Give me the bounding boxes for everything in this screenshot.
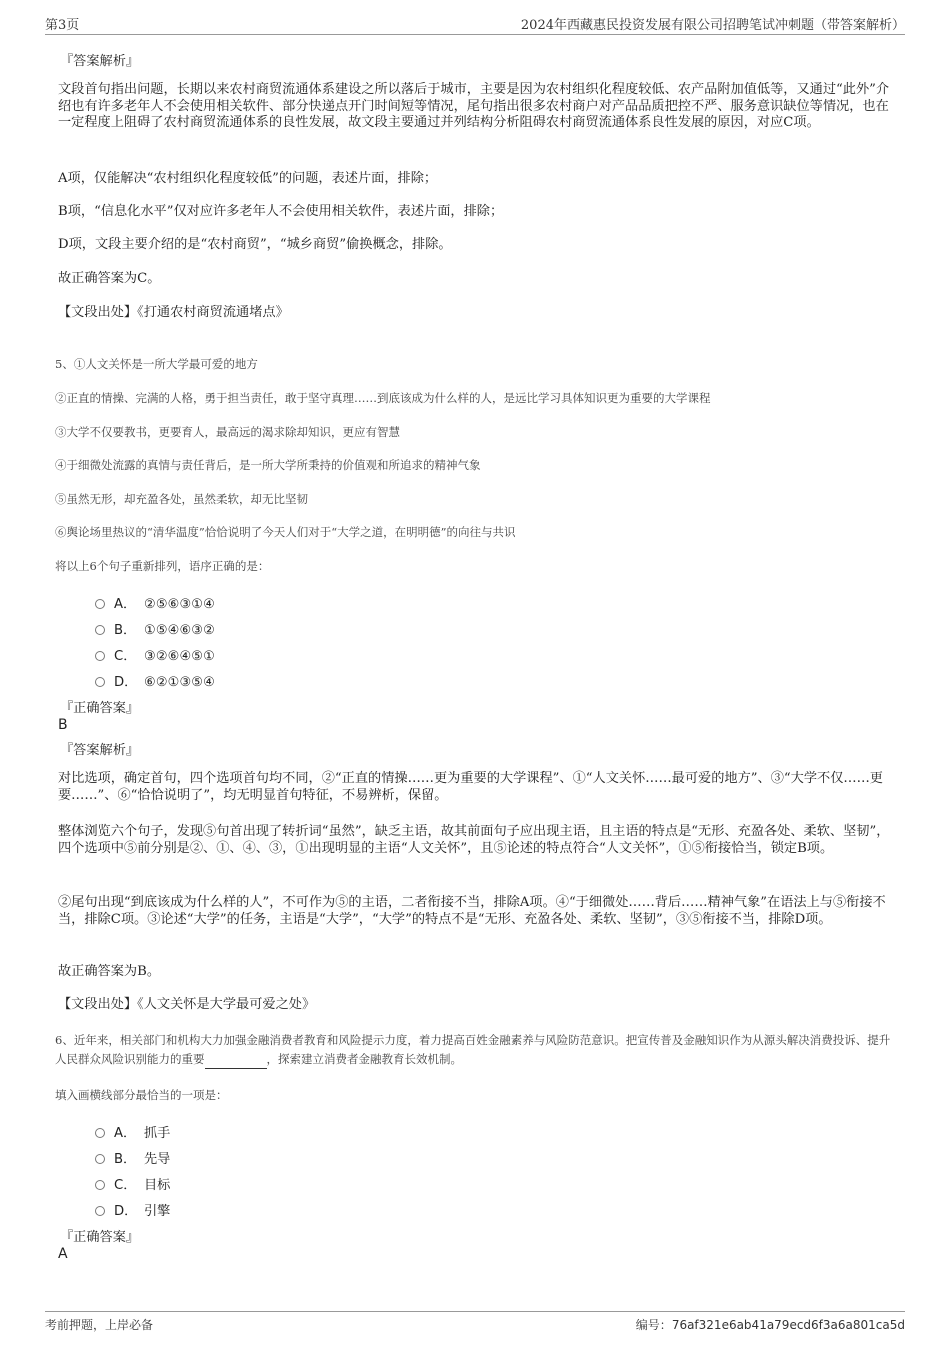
analysis-paragraph: ②尾句出现“到底该成为什么样的人”，不可作为⑤的主语，二者衔接不当，排除A项。④“于细微处……背后……精神气象”在语法上与⑤衔接不当，排除C项。③论述“大学”的任务，主语是“大学”，“大学”的特点不是“无形、充盈各处、柔软、坚韧”，③⑤衔接不当，排除D项。 [58,895,886,927]
analysis-paragraph: 故正确答案为C。 [58,271,161,286]
question-sentence: ②正直的情操、完满的人格，勇于担当责任，敢于坚守真理……到底该成为什么样的人，是远比学习具体知识更为重要的大学课程 [55,391,711,405]
radio-icon[interactable] [95,599,105,609]
correct-answer-label: 『正确答案』 [60,1230,140,1245]
option-d[interactable]: D． ⑥②①③⑤④ [95,671,215,690]
document-code: 编号：76af321e6ab41a79ecd6f3a6a801ca5d [635,1318,905,1332]
analysis-label: 『答案解析』 [60,54,140,69]
question-stem: 6、近年来，相关部门和机构大力加强金融消费者教育和风险提示力度，着力提高百姓金融素养与风险防范意识。把宣传普及金融知识作为从源头解决消费投诉、提升人民群众风险识别能力的重要 ，探索建立消费者金融教育长效机制。 [55,1031,900,1069]
page-header [45,14,905,35]
document-title: 2024年西藏惠民投资发展有限公司招聘笔试冲刺题（带答案解析） [520,18,905,33]
question-prompt: 将以上6个句子重新排列，语序正确的是： [55,559,270,573]
analysis-paragraph: 文段首句指出问题，长期以来农村商贸流通体系建设之所以落后于城市，主要是因为农村组织化程度较低、农产品附加值低等，又通过“此外”介绍也有许多老年人不会使用相关软件、部分快递点开门时间短等情况，尾句指出很多农村商户对产品品质把控不严、服务意识缺位等情况，也在一定程度上阻碍了农村商贸流通体系的良性发展，故文段主要通过并列结构分析阻碍农村商贸流通体系良性发展的原因，对应C项。 [58,82,890,130]
radio-icon[interactable] [95,625,105,635]
page-footer [45,1311,905,1336]
page-number: 第3页 [45,18,80,33]
correct-answer: B [58,717,68,733]
radio-icon[interactable] [95,1180,105,1190]
question-sentence: ⑤虽然无形，却充盈各处，虽然柔软，却无比坚韧 [55,492,308,506]
radio-icon[interactable] [95,651,105,661]
fill-blank [205,1056,267,1069]
option-b[interactable]: B． 先导 [95,1148,170,1167]
source-citation: 【文段出处】《打通农村商贸流通堵点》 [58,305,289,320]
analysis-paragraph: 对比选项，确定首句，四个选项首句均不同，②“正直的情操……更为重要的大学课程”、①“人文关怀……最可爱的地方”、③“大学不仅……更要……”、⑥“恰恰说明了”，均无明显首句特征，不易辨析，保留。 [58,771,883,803]
option-d[interactable]: D． 引擎 [95,1200,170,1219]
option-a[interactable]: A． ②⑤⑥③①④ [95,593,215,612]
question-sentence: ③大学不仅要教书，更要育人，最高远的渴求除却知识，更应有智慧 [55,425,400,439]
radio-icon[interactable] [95,1128,105,1138]
radio-icon[interactable] [95,1206,105,1216]
question-sentence: ④于细微处流露的真情与责任背后，是一所大学所秉持的价值观和所追求的精神气象 [55,458,481,472]
correct-answer: A [58,1246,68,1262]
analysis-paragraph: 故正确答案为B。 [58,964,161,979]
radio-icon[interactable] [95,1154,105,1164]
footer-slogan: 考前押题，上岸必备 [45,1318,154,1332]
option-c[interactable]: C． ③②⑥④⑤① [95,645,215,664]
question-sentence: 5、①人文关怀是一所大学最可爱的地方 [55,357,258,371]
option-c[interactable]: C． 目标 [95,1174,170,1193]
analysis-paragraph: A项，仅能解决“农村组织化程度较低”的问题，表述片面，排除； [58,171,438,186]
analysis-paragraph: D项，文段主要介绍的是“农村商贸”，“城乡商贸”偷换概念，排除。 [58,237,452,252]
option-a[interactable]: A． 抓手 [95,1122,170,1141]
radio-icon[interactable] [95,677,105,687]
analysis-paragraph: 整体浏览六个句子，发现⑤句首出现了转折词“虽然”，缺乏主语，故其前面句子应出现主语，且主语的特点是“无形、充盈各处、柔软、坚韧”，四个选项中⑤前分别是②、①、④、③，①出现明显的主语“人文关怀”，且⑤论述的特点符合“人文关怀”，①⑤衔接恰当，锁定B项。 [58,824,890,856]
correct-answer-label: 『正确答案』 [60,701,140,716]
option-b[interactable]: B． ①⑤④⑥③② [95,619,215,638]
question-sentence: ⑥舆论场里热议的“清华温度”恰恰说明了今天人们对于“大学之道，在明明德”的向往与共识 [55,525,516,539]
source-citation: 【文段出处】《人文关怀是大学最可爱之处》 [58,997,316,1012]
analysis-paragraph: B项，“信息化水平”仅对应许多老年人不会使用相关软件，表述片面，排除； [58,204,504,219]
question-prompt: 填入画横线部分最恰当的一项是： [55,1088,228,1102]
analysis-label: 『答案解析』 [60,743,140,758]
